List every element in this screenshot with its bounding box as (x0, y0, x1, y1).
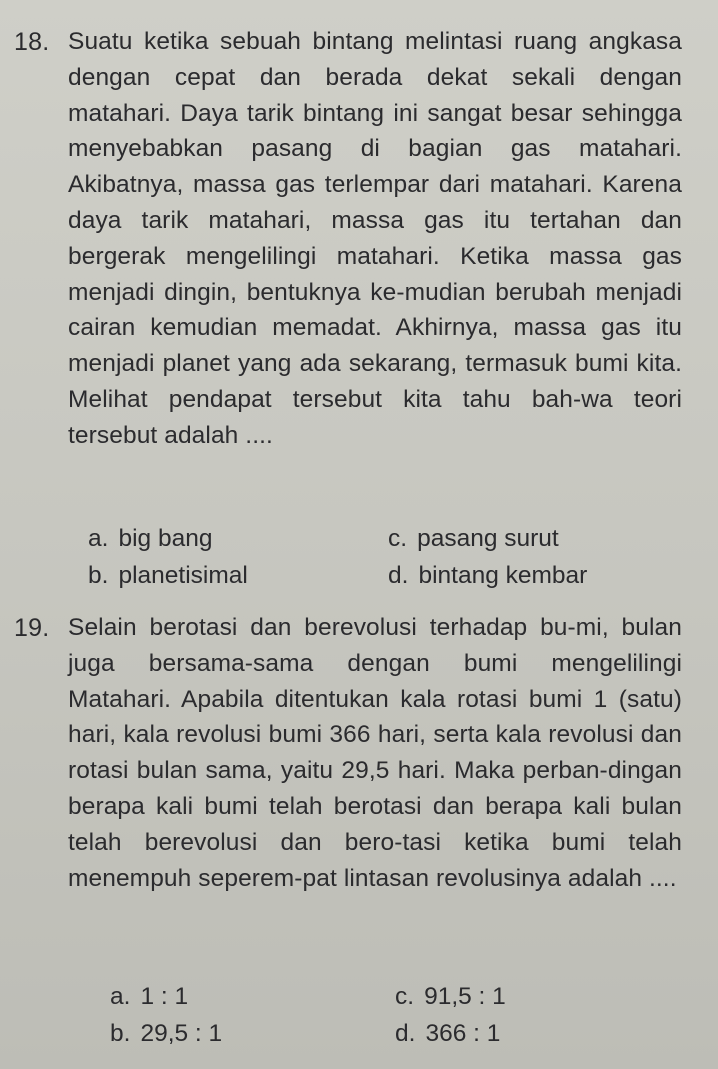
option-letter: c. (395, 983, 415, 1010)
option-letter: d. (395, 1020, 416, 1047)
option-d[interactable] (388, 559, 587, 593)
option-b[interactable] (88, 559, 248, 593)
question-number: 18. (14, 28, 50, 56)
option-letter: b. (110, 1020, 131, 1047)
question-text: Suatu ketika sebuah bintang melintasi ruang angkasa dengan cepat dan berada dekat sekali dengan matahari. Daya tarik bintang ini sangat besar sehingga menyebabkan pasang di bagian gas matahari. Akibatnya, massa gas terlempar dari matahari. Karena daya tarik matahari, massa gas itu tertahan dan bergerak mengelilingi matahari. Ketika massa gas menjadi dingin, bentuknya ke-mudian berubah menjadi cairan kemudian memadat. Akhirnya, massa gas itu menjadi planet yang ada sekarang, termasuk bumi kita. Melihat pendapat tersebut kita tahu bah-wa teori tersebut adalah .... (68, 28, 682, 449)
option-letter: a. (88, 525, 109, 552)
option-text: 29,5 : 1 (140, 1020, 223, 1047)
option-text: big bang (118, 525, 213, 552)
option-letter: d. (388, 562, 409, 589)
question-text: Selain berotasi dan berevolusi terhadap bu-mi, bulan juga bersama-sama dengan bumi mengelilingi Matahari. Apabila ditentukan kala rotasi bumi 1 (satu) hari, kala revolusi bumi 366 hari, serta kala revolusi dan rotasi bulan sama, yaitu 29,5 hari. Maka perban-dingan berapa kali bumi telah berotasi dan berapa kali bulan telah berevolusi dan bero-tasi ketika bumi telah menempuh seperem-pat lintasan revolusinya adalah .... (68, 614, 682, 892)
option-text: bintang kembar (418, 562, 588, 589)
option-text: pasang surut (417, 525, 559, 552)
option-text: planetisimal (118, 562, 248, 589)
option-d[interactable] (395, 1017, 500, 1051)
option-a[interactable] (88, 522, 212, 556)
option-c[interactable] (388, 522, 559, 556)
option-b[interactable] (110, 1017, 222, 1051)
question-number: 19. (14, 614, 50, 642)
option-letter: a. (110, 983, 131, 1010)
option-c[interactable] (395, 980, 506, 1014)
option-text: 366 : 1 (425, 1020, 501, 1047)
option-a[interactable] (110, 980, 188, 1014)
option-text: 91,5 : 1 (424, 983, 506, 1010)
option-text: 1 : 1 (140, 983, 189, 1010)
option-letter: b. (88, 562, 109, 589)
option-letter: c. (388, 525, 408, 552)
